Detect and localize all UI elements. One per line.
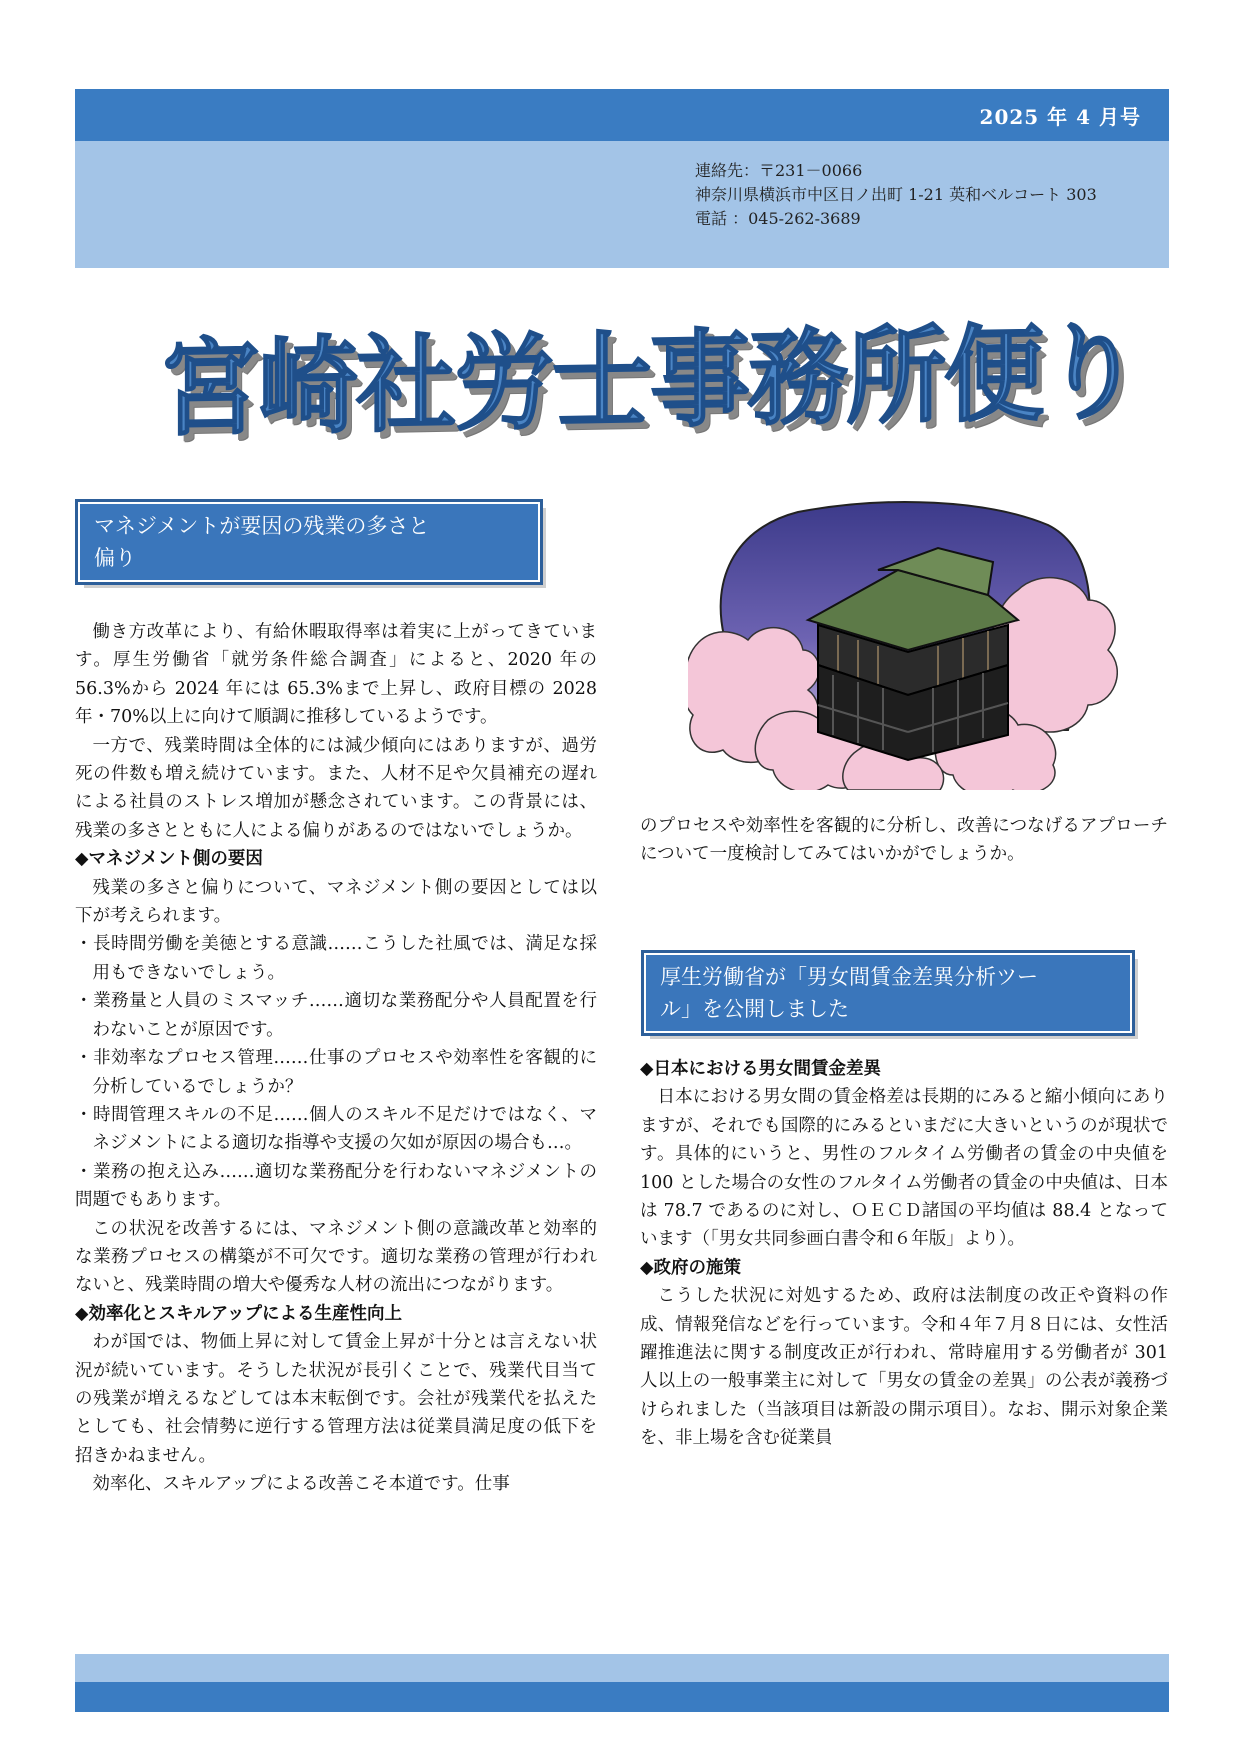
contact-postal: 連絡先：〒231－0066 <box>695 161 863 180</box>
contact-phone: 電話 ：045-262-3689 <box>695 209 861 228</box>
article1-heading-efficiency: ◆効率化とスキルアップによる生産性向上 <box>75 1303 403 1324</box>
masthead-title: 宮崎社労士事務所便り <box>160 310 1140 451</box>
article2-paragraph-1: 日本における男女間の賃金格差は長期的にみると縮小傾向にありますが、それでも国際的にみるといまだに大きいというのが現状です。具体的にいうと、男性のフルタイム労働者の賃金の中央値を 100 とした場合の女性のフルタイム労働者の賃金の中央値は、日本は 78.7 であるのに対し、ＯＥＣＤ諸国の平均値は 88.4 となっています（「男女共同参画白書令和６年版」より）。 <box>640 1087 1168 1250</box>
article1-title-line2: 偏り <box>94 546 136 570</box>
header-bar <box>75 89 1169 141</box>
article2-paragraph-2: こうした状況に対処するため、政府は法制度の改正や資料の作成、情報発信などを行っています。令和４年７月８日には、女性活躍推進法に関する制度改正が行われ、常時雇用する労働者が 301 人以上の一般事業主に対して「男女の賃金の差異」の公表が義務づけられました（当該項目は新設の開示項目）。なお、開示対象企業を、非上場を含む従業員 <box>640 1286 1168 1449</box>
right-column <box>640 1055 1168 1453</box>
footer-dark-band <box>75 1682 1169 1712</box>
article2-title-line2: ル」を公開しました <box>660 997 849 1021</box>
article2-heading-gap: ◆日本における男女間賃金差異 <box>640 1059 881 1079</box>
article1-paragraph-5: わが国では、物価上昇に対して賃金上昇が十分とは言えない状況が続いています。そうした状況が長引くことで、残業代目当ての残業が増えるなどしては本末転倒です。会社が残業代を払えたとしても、社会情勢に逆行する管理方法は従業員満足度の低下を招きかねません。 <box>75 1332 597 1466</box>
article1-paragraph-4: この状況を改善するには、マネジメント側の意識改革と効率的な業務プロセスの構築が不可欠です。適切な業務の管理が行われないと、残業時間の増大や優秀な人材の流出につながります。 <box>75 1218 597 1296</box>
left-column <box>75 618 597 1499</box>
footer-light-band <box>75 1654 1169 1682</box>
article1-bullet-5: ・業務の抱え込み……適切な業務配分を行わないマネジメントの問題でもあります。 <box>75 1161 597 1211</box>
temple-cherry-blossom-illustration <box>688 500 1118 790</box>
article1-title-line1: マネジメントが要因の残業の多さと <box>94 514 430 538</box>
article1-title-box <box>78 502 540 582</box>
article1-bullet-3: ・非効率なプロセス管理……仕事のプロセスや効率性を客観的に分析しているでしょうか？ <box>75 1048 597 1097</box>
article1-bullet-2: ・業務量と人員のミスマッチ……適切な業務配分や人員配置を行わないことが原因です。 <box>75 991 597 1040</box>
header-info-band <box>75 141 1169 268</box>
article1-bullet-1: ・長時間労働を美徳とする意識……こうした社風では、満足な採用もできないでしょう。 <box>75 934 597 983</box>
issue-date: 2025 年 4 月号 <box>979 105 1141 129</box>
article1-paragraph-3: 残業の多さと偏りについて、マネジメント側の要因としては以下が考えられます。 <box>75 877 597 927</box>
article1-paragraph-1: 働き方改革により、有給休暇取得率は着実に上がってきています。厚生労働省「就労条件総合調査」によると、2020 年の 56.3%から 2024 年には 65.3%まで上昇し、政府目標の 2028 年・70%以上に向けて順調に推移しているようです。 <box>75 622 597 728</box>
article2-title-box <box>644 953 1132 1033</box>
contact-info <box>695 159 1097 231</box>
article1-paragraph-2: 一方で、残業時間は全体的には減少傾向にはありますが、過労死の件数も増え続けています。また、人材不足や欠員補充の遅れによる社員のストレス増加が懸念されています。この背景には、残業の多さとともに人による偏りがあるのではないでしょうか。 <box>75 735 597 841</box>
article1-paragraph-6: 効率化、スキルアップによる改善こそ本道です。仕事 <box>92 1474 510 1495</box>
contact-address: 神奈川県横浜市中区日ノ出町 1-21 英和ベルコート 303 <box>695 185 1097 204</box>
masthead <box>160 300 1140 451</box>
right-column-continuation <box>640 812 1168 869</box>
article2-title-line1: 厚生労働省が「男女間賃金差異分析ツー <box>660 965 1038 989</box>
article1-heading-management: ◆マネジメント側の要因 <box>75 849 263 870</box>
article2-heading-policy: ◆政府の施策 <box>640 1257 741 1278</box>
article1-bullet-4: ・時間管理スキルの不足……個人のスキル不足だけではなく、マネジメントによる適切な指導や支援の欠如が原因の場合も…。 <box>75 1104 597 1154</box>
article1-paragraph-6-continued: のプロセスや効率性を客観的に分析し、改善につなげるアプローチについて一度検討してみてはいかがでしょうか。 <box>640 816 1168 865</box>
